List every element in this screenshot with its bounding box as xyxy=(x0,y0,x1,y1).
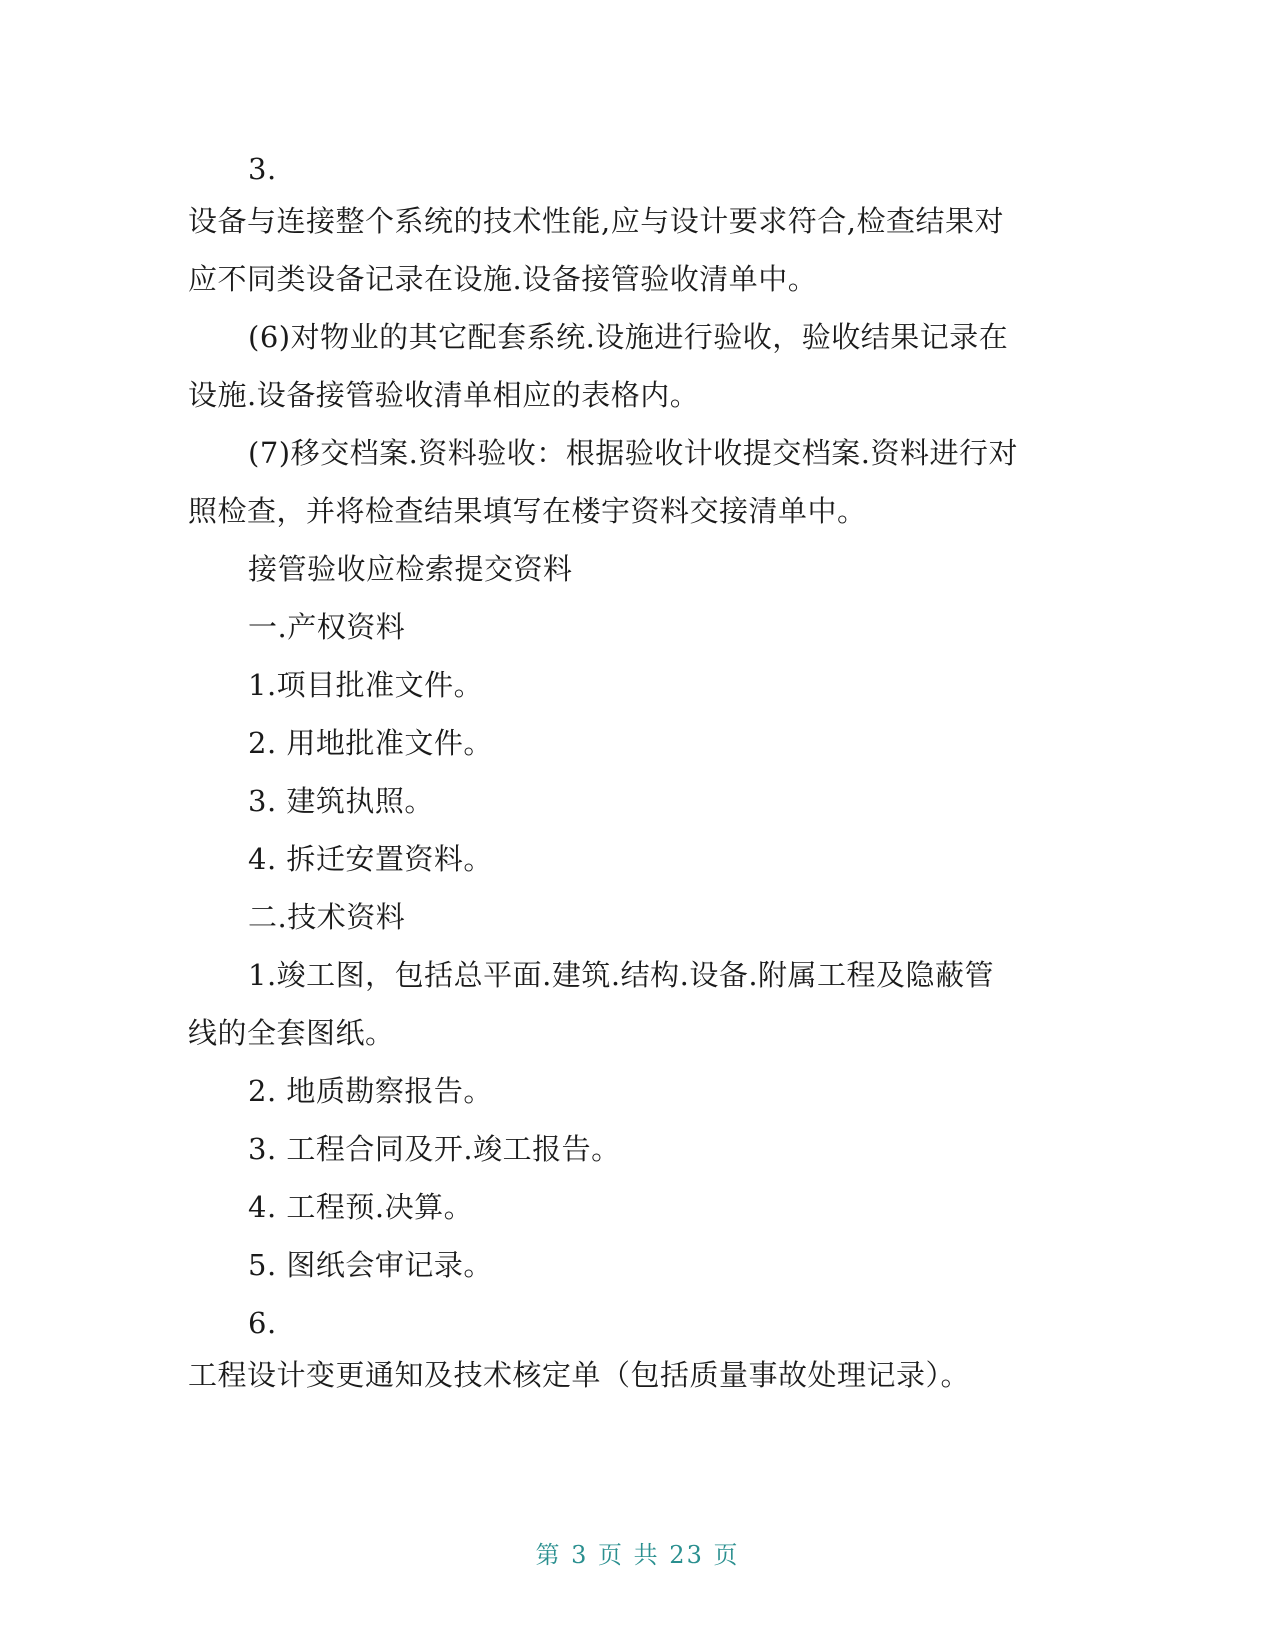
page-footer: 第 3 页 共 23 页 xyxy=(535,1541,740,1569)
paragraph-line: 工程设计变更通知及技术核定单（包括质量事故处理记录）。 xyxy=(188,1358,971,1392)
list-item-continuation: 线的全套图纸。 xyxy=(188,1016,395,1050)
list-number-3: 3. xyxy=(248,152,277,186)
list-item: 1.竣工图，包括总平面.建筑.结构.设备.附属工程及隐蔽管 xyxy=(248,958,995,992)
list-item: 4. 拆迁安置资料。 xyxy=(248,842,493,876)
list-item: 5. 图纸会审记录。 xyxy=(248,1248,493,1282)
list-item: 2. 用地批准文件。 xyxy=(248,726,493,760)
list-item: 4. 工程预.决算。 xyxy=(248,1190,474,1224)
paragraph-line: 设施.设备接管验收清单相应的表格内。 xyxy=(188,378,700,412)
paragraph-line: (7)移交档案.资料验收：根据验收计收提交档案.资料进行对 xyxy=(248,436,1019,470)
paragraph-line: 应不同类设备记录在设施.设备接管验收清单中。 xyxy=(188,262,818,296)
section-heading: 二.技术资料 xyxy=(248,900,406,934)
section-heading: 接管验收应检索提交资料 xyxy=(248,552,573,586)
section-heading: 一.产权资料 xyxy=(248,610,406,644)
list-item: 3. 工程合同及开.竣工报告。 xyxy=(248,1132,621,1166)
list-number-6: 6. xyxy=(248,1306,277,1340)
list-item: 1.项目批准文件。 xyxy=(248,668,484,702)
paragraph-line: (6)对物业的其它配套系统.设施进行验收，验收结果记录在 xyxy=(248,320,1009,354)
list-item: 3. 建筑执照。 xyxy=(248,784,434,818)
paragraph-line: 设备与连接整个系统的技术性能,应与设计要求符合,检查结果对 xyxy=(188,204,1004,238)
list-item: 2. 地质勘察报告。 xyxy=(248,1074,493,1108)
paragraph-line: 照检查，并将检查结果填写在楼宇资料交接清单中。 xyxy=(188,494,867,528)
